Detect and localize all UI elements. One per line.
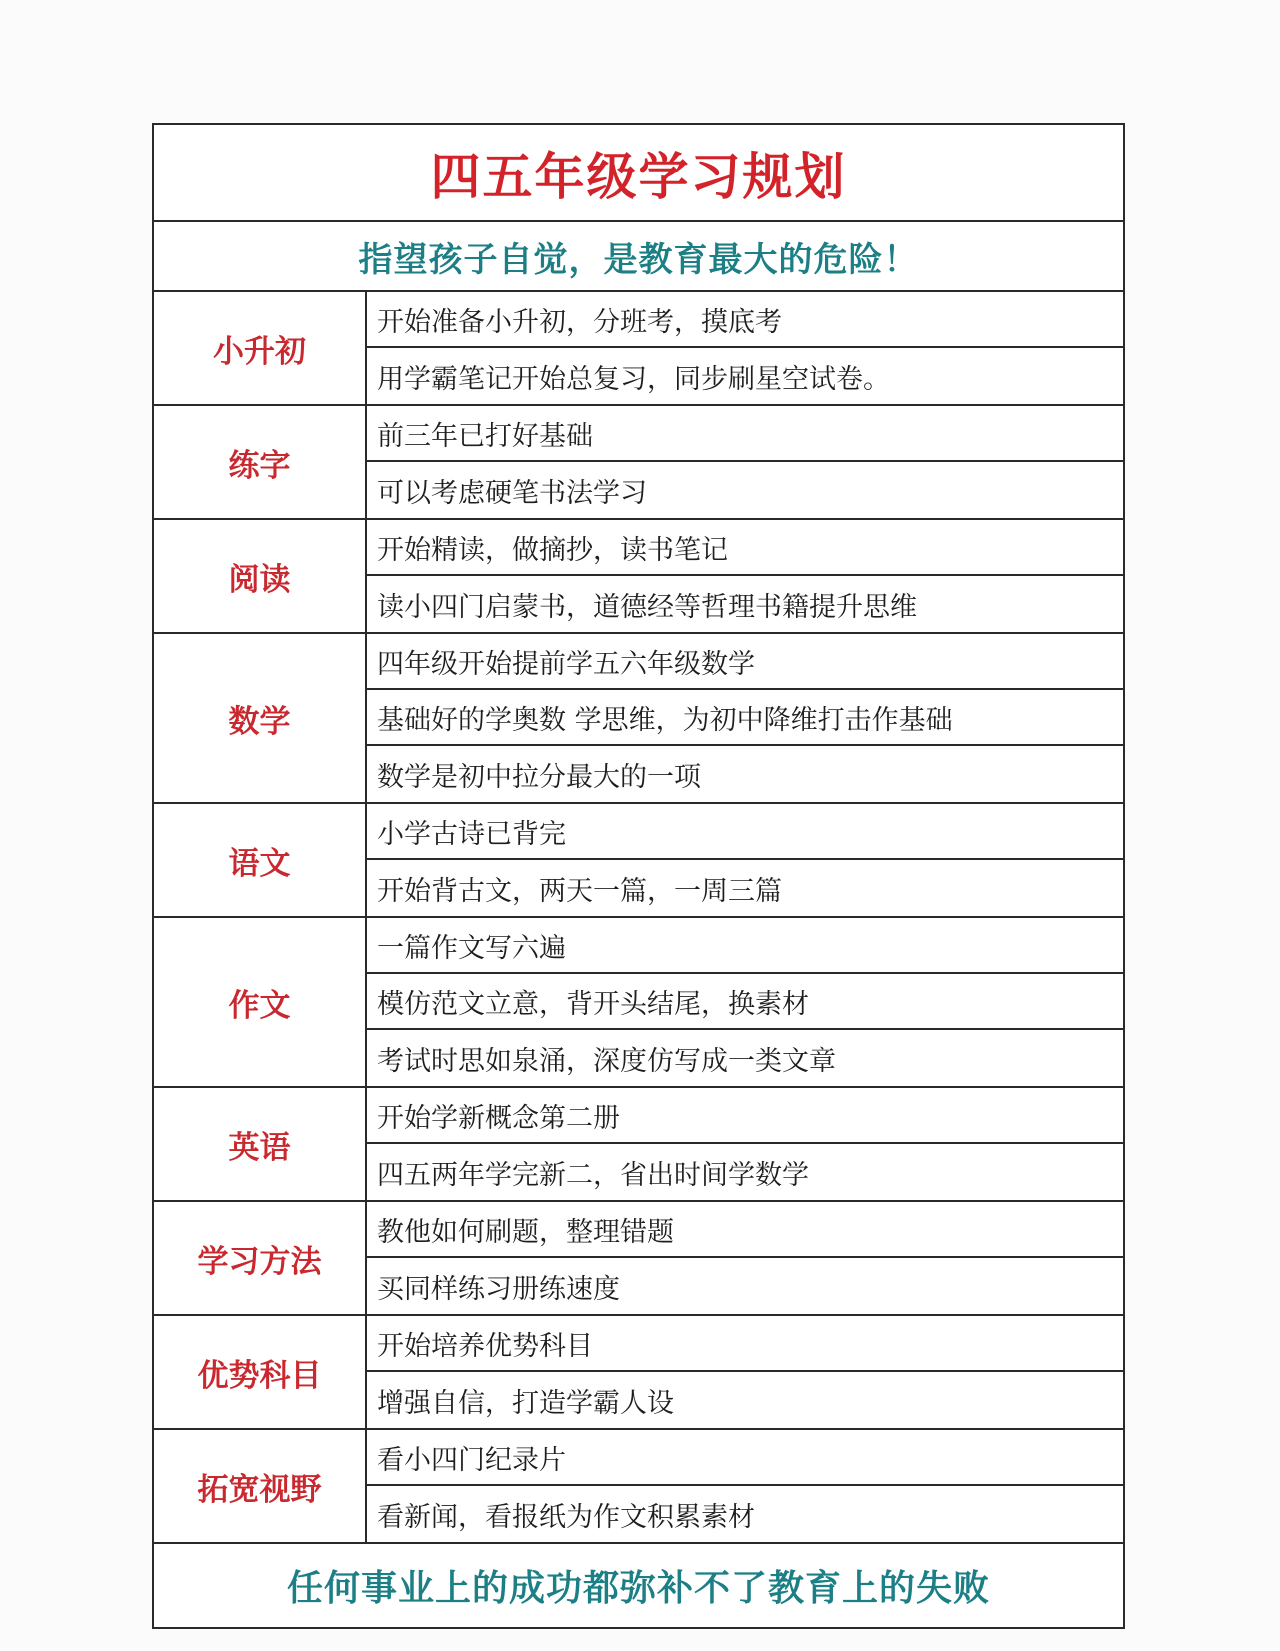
section-items xyxy=(367,1202,1123,1314)
section-label-cell xyxy=(154,1316,367,1428)
footer-row xyxy=(154,1544,1123,1627)
section-row xyxy=(154,1202,1123,1316)
section-items xyxy=(367,292,1123,404)
sections-container xyxy=(154,292,1123,1544)
section-items xyxy=(367,406,1123,518)
section-row xyxy=(154,1430,1123,1544)
plan-item: 考试时思如泉涌，深度仿写成一类文章 xyxy=(377,1045,836,1077)
title-row xyxy=(154,125,1123,222)
plan-item: 开始精读，做摘抄，读书笔记 xyxy=(367,520,1123,576)
section-label-cell xyxy=(154,1202,367,1314)
section-items xyxy=(367,634,1123,802)
section-label: 拓宽视野 xyxy=(197,1471,322,1508)
section-row xyxy=(154,634,1123,804)
plan-item: 开始学新概念第二册 xyxy=(367,1088,1123,1144)
plan-item: 买同样练习册练速度 xyxy=(377,1273,620,1305)
section-row xyxy=(154,292,1123,406)
plan-item: 开始培养优势科目 xyxy=(367,1316,1123,1372)
section-label-cell xyxy=(154,634,367,802)
footer-slogan: 任何事业上的成功都弥补不了教育上的失败 xyxy=(286,1568,990,1609)
section-label: 语文 xyxy=(228,845,291,882)
section-label-cell xyxy=(154,292,367,404)
section-label-cell xyxy=(154,804,367,916)
section-label-cell xyxy=(154,1430,367,1542)
section-items xyxy=(367,918,1123,1086)
section-row xyxy=(154,918,1123,1088)
plan-item: 前三年已打好基础 xyxy=(367,406,1123,462)
section-row xyxy=(154,406,1123,520)
section-row xyxy=(154,804,1123,918)
subtitle-row xyxy=(154,222,1123,292)
plan-item: 一篇作文写六遍 xyxy=(367,918,1123,974)
section-items xyxy=(367,1316,1123,1428)
plan-item: 用学霸笔记开始总复习，同步刷星空试卷。 xyxy=(377,363,890,395)
section-label-cell xyxy=(154,1088,367,1200)
plan-item: 小学古诗已背完 xyxy=(367,804,1123,860)
section-row xyxy=(154,1088,1123,1202)
plan-item: 数学是初中拉分最大的一项 xyxy=(377,761,701,793)
study-plan-table xyxy=(152,123,1125,1629)
section-label: 数学 xyxy=(228,703,291,740)
section-row xyxy=(154,1316,1123,1430)
plan-item: 可以考虑硬笔书法学习 xyxy=(377,477,647,509)
section-items xyxy=(367,804,1123,916)
page-title: 四五年级学习规划 xyxy=(430,146,847,206)
plan-item: 看小四门纪录片 xyxy=(367,1430,1123,1486)
section-label: 优势科目 xyxy=(197,1357,322,1394)
section-label: 阅读 xyxy=(228,561,291,598)
section-label-cell xyxy=(154,406,367,518)
section-items xyxy=(367,1088,1123,1200)
plan-item: 看新闻，看报纸为作文积累素材 xyxy=(377,1501,755,1533)
section-label: 小升初 xyxy=(213,333,306,370)
section-row xyxy=(154,520,1123,634)
section-label-cell xyxy=(154,520,367,632)
section-items xyxy=(367,520,1123,632)
section-items xyxy=(367,1430,1123,1542)
plan-item: 开始背古文，两天一篇，一周三篇 xyxy=(377,875,782,907)
section-label: 作文 xyxy=(228,987,291,1024)
section-label: 学习方法 xyxy=(197,1243,322,1280)
section-label: 英语 xyxy=(228,1129,291,1166)
plan-item: 四五两年学完新二，省出时间学数学 xyxy=(377,1159,809,1191)
plan-item: 读小四门启蒙书，道德经等哲理书籍提升思维 xyxy=(377,591,917,623)
section-label-cell xyxy=(154,918,367,1086)
page-subtitle: 指望孩子自觉，是教育最大的危险！ xyxy=(358,239,919,280)
plan-item: 增强自信，打造学霸人设 xyxy=(377,1387,674,1419)
plan-item: 基础好的学奥数 学思维，为初中降维打击作基础 xyxy=(367,690,1123,746)
plan-item: 四年级开始提前学五六年级数学 xyxy=(367,634,1123,690)
plan-item: 开始准备小升初，分班考，摸底考 xyxy=(367,292,1123,348)
section-label: 练字 xyxy=(228,447,291,484)
plan-item: 教他如何刷题，整理错题 xyxy=(367,1202,1123,1258)
plan-item: 模仿范文立意，背开头结尾，换素材 xyxy=(367,974,1123,1030)
